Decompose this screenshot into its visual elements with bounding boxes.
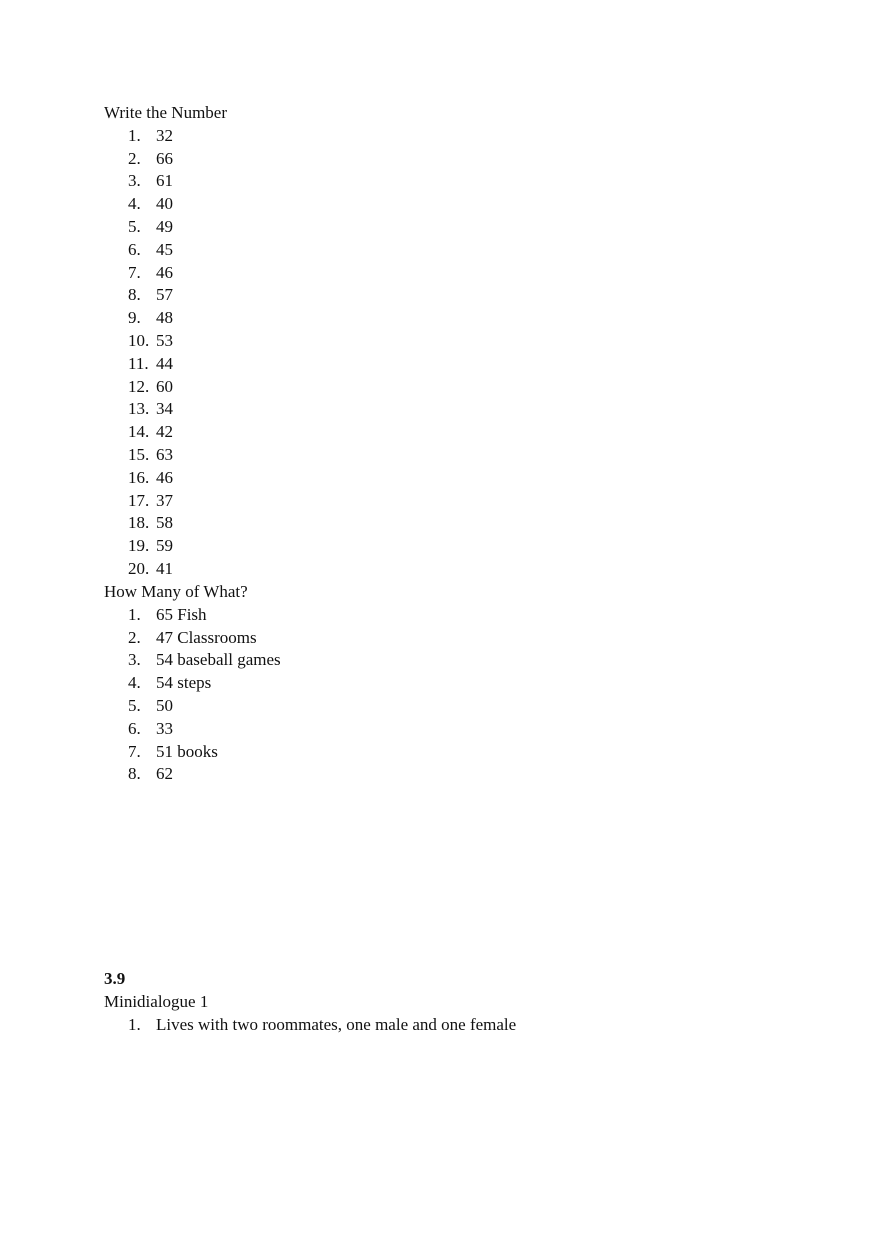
- list-item: [104, 490, 227, 513]
- list-item: [104, 125, 227, 148]
- list-item-text: 63: [156, 444, 173, 464]
- list-item-text: 50: [156, 695, 173, 715]
- list-item-text: 37: [156, 490, 173, 510]
- list-item: [104, 695, 281, 718]
- list-item-text: 33: [156, 718, 173, 738]
- list-item: [104, 1014, 516, 1037]
- list-item: [104, 535, 227, 558]
- list-item: [104, 307, 227, 330]
- list-item: [104, 376, 227, 399]
- list-item-text: 66: [156, 148, 173, 168]
- list-item-text: 53: [156, 330, 173, 350]
- list-item-text: Lives with two roommates, one male and one female: [156, 1014, 517, 1034]
- list-item-text: 59: [156, 536, 173, 556]
- list-item: [104, 718, 281, 741]
- list-item: [104, 193, 227, 216]
- list-item: [104, 467, 227, 490]
- list-item-text: 45: [156, 239, 173, 259]
- list-item-number: 4.: [128, 194, 141, 214]
- list-item-number: 10.: [128, 330, 150, 350]
- list-item-text: 54 baseball games: [156, 650, 281, 670]
- list-item-number: 1.: [128, 1014, 141, 1034]
- list-item-number: 9.: [128, 308, 141, 328]
- list-item-text: 65 Fish: [156, 604, 207, 624]
- list-item-number: 16.: [128, 467, 150, 487]
- list-item-text: 47 Classrooms: [156, 627, 257, 647]
- how-many-of-what-heading: How Many of What?: [104, 582, 248, 601]
- list-item: [104, 262, 227, 285]
- minidialogue-heading: Minidialogue 1: [104, 991, 209, 1011]
- list-item: [104, 330, 227, 353]
- list-item: [104, 421, 227, 444]
- list-item-number: 18.: [128, 513, 150, 533]
- list-item-text: 42: [156, 422, 173, 442]
- section-number: 3.9: [104, 969, 126, 988]
- list-item: [104, 672, 281, 695]
- write-the-number-heading: Write the Number: [104, 103, 227, 122]
- list-item-text: 54 steps: [156, 673, 212, 693]
- list-item-number: 13.: [128, 399, 150, 419]
- section-3-9: [104, 968, 516, 1036]
- list-item: [104, 763, 281, 786]
- list-item: [104, 148, 227, 171]
- list-item-number: 6.: [128, 239, 141, 259]
- minidialogue-list: [104, 1014, 516, 1037]
- list-item: [104, 216, 227, 239]
- list-item-number: 19.: [128, 536, 150, 556]
- list-item-text: 41: [156, 558, 173, 578]
- list-item-text: 62: [156, 764, 173, 784]
- how-many-of-what-list: [104, 604, 281, 786]
- list-item-number: 2.: [128, 627, 141, 647]
- list-item: [104, 170, 227, 193]
- list-item-text: 51 books: [156, 741, 218, 761]
- list-item-text: 48: [156, 308, 173, 328]
- list-item-number: 12.: [128, 376, 150, 396]
- list-item-number: 11.: [128, 353, 149, 373]
- list-item: [104, 627, 281, 650]
- list-item-number: 14.: [128, 422, 150, 442]
- list-item-text: 61: [156, 171, 173, 191]
- list-item: [104, 512, 227, 535]
- list-item: [104, 398, 227, 421]
- list-item-number: 5.: [128, 216, 141, 236]
- list-item-number: 2.: [128, 148, 141, 168]
- list-item-number: 3.: [128, 171, 141, 191]
- list-item-number: 1.: [128, 125, 141, 145]
- how-many-of-what-section: [104, 581, 281, 786]
- write-the-number-section: [104, 102, 227, 581]
- list-item: [104, 444, 227, 467]
- list-item-number: 3.: [128, 650, 141, 670]
- list-item-text: 34: [156, 399, 173, 419]
- list-item-number: 7.: [128, 741, 141, 761]
- list-item-number: 20.: [128, 558, 150, 578]
- list-item: [104, 558, 227, 581]
- list-item: [104, 741, 281, 764]
- list-item: [104, 604, 281, 627]
- list-item: [104, 239, 227, 262]
- list-item-text: 40: [156, 194, 173, 214]
- list-item-number: 17.: [128, 490, 150, 510]
- list-item: [104, 649, 281, 672]
- list-item-number: 15.: [128, 444, 150, 464]
- list-item-text: 46: [156, 262, 173, 282]
- list-item-text: 58: [156, 513, 173, 533]
- list-item-number: 8.: [128, 285, 141, 305]
- list-item-text: 57: [156, 285, 173, 305]
- list-item-number: 4.: [128, 673, 141, 693]
- list-item: [104, 284, 227, 307]
- list-item-text: 32: [156, 125, 173, 145]
- list-item-text: 44: [156, 353, 173, 373]
- list-item-text: 60: [156, 376, 173, 396]
- list-item-number: 7.: [128, 262, 141, 282]
- list-item-number: 1.: [128, 604, 141, 624]
- list-item-number: 8.: [128, 764, 141, 784]
- list-item: [104, 353, 227, 376]
- write-the-number-list: [104, 125, 227, 581]
- list-item-text: 46: [156, 467, 173, 487]
- list-item-number: 5.: [128, 695, 141, 715]
- list-item-number: 6.: [128, 718, 141, 738]
- list-item-text: 49: [156, 216, 173, 236]
